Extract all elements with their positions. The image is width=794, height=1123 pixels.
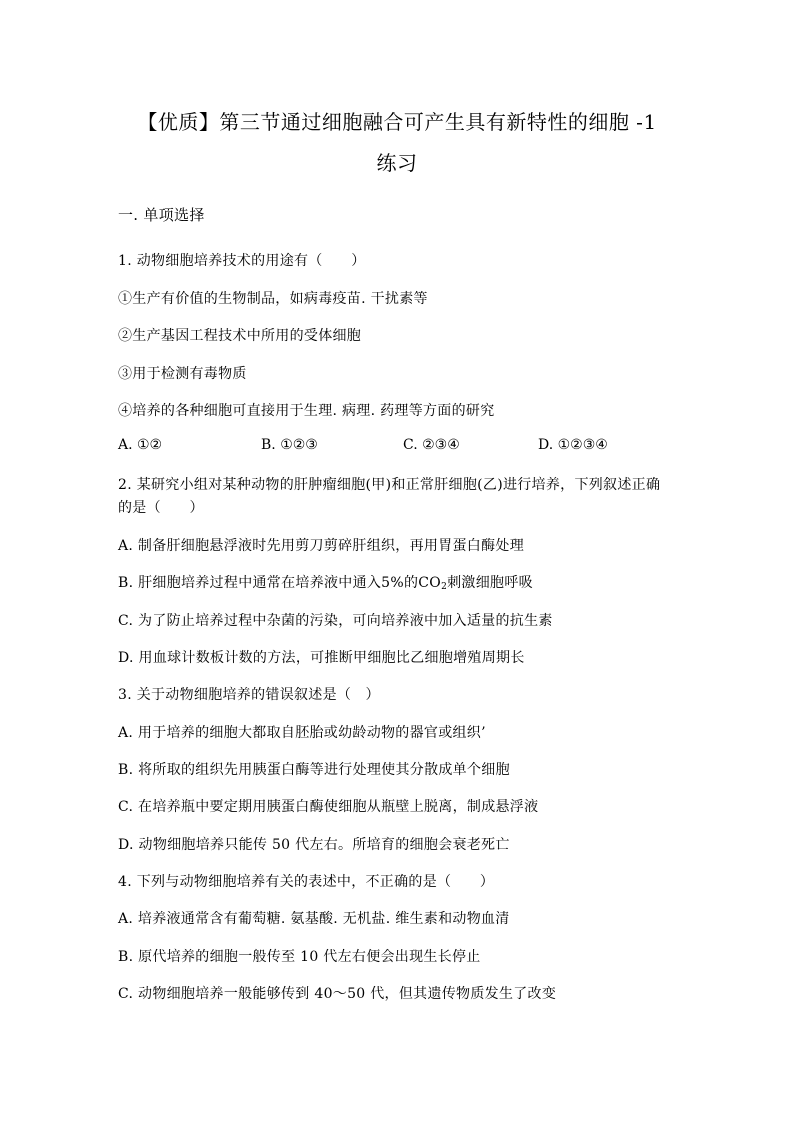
question-4-option-c: C. 动物细胞培养一般能够传到 40～50 代，但其遗传物质发生了改变: [118, 986, 557, 1002]
question-2-option-c: C. 为了防止培养过程中杂菌的污染，可向培养液中加入适量的抗生素: [118, 613, 553, 629]
question-4-stem: 4. 下列与动物细胞培养有关的表述中，不正确的是（ ）: [118, 874, 495, 890]
document-title-line2: 练习: [376, 151, 418, 175]
question-4-option-b: B. 原代培养的细胞一般传至 10 代左右便会出现生长停止: [118, 949, 481, 965]
question-3-option-a: A. 用于培养的细胞大都取自胚胎或幼龄动物的器官或组织’: [118, 725, 486, 741]
question-4-option-a: A. 培养液通常含有葡萄糖. 氨基酸. 无机盐. 维生素和动物血清: [118, 911, 510, 927]
question-3-option-c: C. 在培养瓶中要定期用胰蛋白酶使细胞从瓶壁上脱离，制成悬浮液: [118, 799, 539, 815]
option-b: B. ①②③: [261, 437, 318, 453]
question-2-option-b: [118, 572, 533, 592]
question-1-item: ③用于检测有毒物质: [118, 366, 247, 382]
question-2-option-d: D. 用血球计数板计数的方法，可推断甲细胞比乙细胞增殖周期长: [118, 650, 525, 666]
question-2-stem-line2: 的是（ ）: [118, 500, 204, 516]
question-1-options: [118, 437, 678, 457]
question-1-stem: 1. 动物细胞培养技术的用途有（ ）: [118, 253, 366, 269]
option-a: A. ①②: [118, 437, 163, 453]
question-1-item: ①生产有价值的生物制品，如病毒疫苗. 干扰素等: [118, 291, 428, 307]
question-2-option-a: A. 制备肝细胞悬浮液时先用剪刀剪碎肝组织，再用胃蛋白酶处理: [118, 538, 525, 554]
question-1-item: ④培养的各种细胞可直接用于生理. 病理. 药理等方面的研究: [118, 403, 495, 419]
section-heading: 一. 单项选择: [118, 206, 205, 224]
question-2-stem-line1: 2. 某研究小组对某种动物的肝肿瘤细胞(甲)和正常肝细胞(乙)进行培养，下列叙述正确: [118, 477, 661, 493]
question-3-option-b: B. 将所取的组织先用胰蛋白酶等进行处理使其分散成单个细胞: [118, 762, 510, 778]
question-3-stem: 3. 关于动物细胞培养的错误叙述是（ ）: [118, 687, 380, 703]
option-b-tail: 刺激细胞呼吸: [447, 575, 533, 591]
co2-subscript: 2: [441, 582, 448, 592]
option-d: D. ①②③④: [538, 437, 608, 453]
document-title-line1: 【优质】第三节通过细胞融合可产生具有新特性的细胞 -1: [137, 110, 657, 134]
option-c: C. ②③④: [403, 437, 460, 453]
option-b-text: B. 肝细胞培养过程中通常在培养液中通入5%的CO: [118, 575, 442, 591]
question-3-option-d: D. 动物细胞培养只能传 50 代左右。所培育的细胞会衰老死亡: [118, 837, 510, 853]
question-1-item: ②生产基因工程技术中所用的受体细胞: [118, 328, 362, 344]
